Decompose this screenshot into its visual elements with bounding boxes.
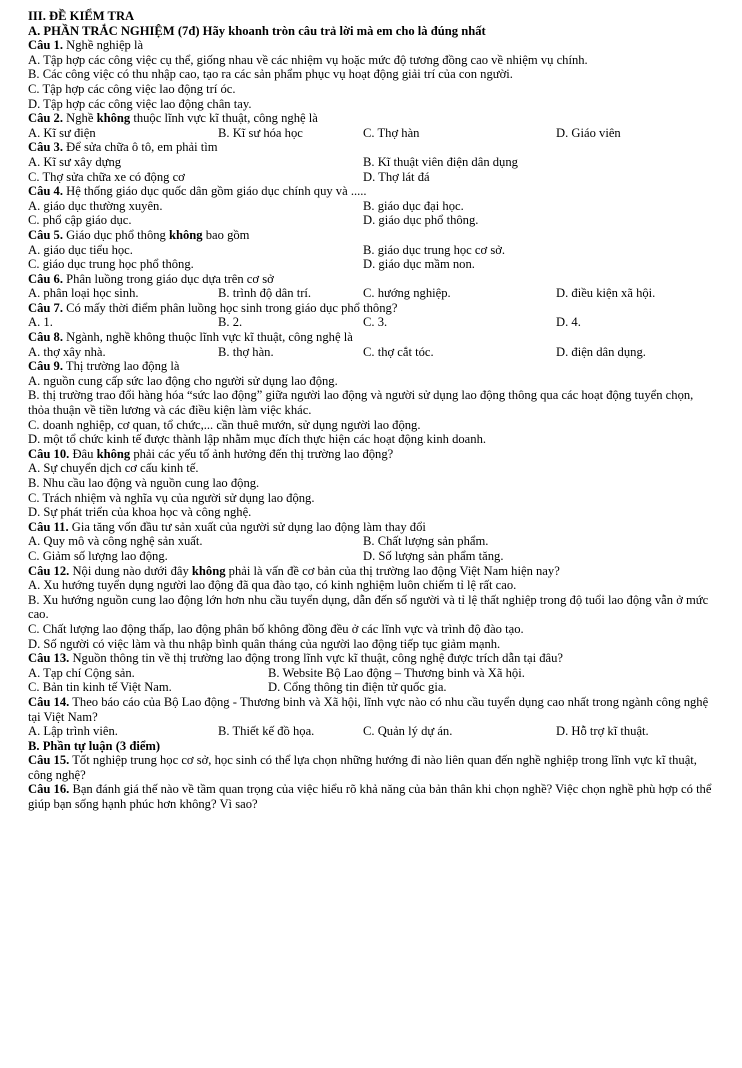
question-number: Câu 11. — [28, 519, 69, 534]
question-text: Nghề nghiệp là — [63, 38, 144, 53]
question-text-emphasis: không — [191, 563, 226, 578]
question-16 — [28, 782, 714, 811]
question-text: Đâu — [69, 446, 97, 461]
option-a: A. Tạp chí Cộng sản. — [28, 665, 135, 680]
option-c: C. Thợ hàn — [363, 125, 420, 140]
option-d: D. giáo dục phổ thông. — [363, 213, 479, 228]
option-b: B. Chất lượng sản phẩm. — [363, 534, 489, 549]
part-b-title: B. Phần tự luận (3 điểm) — [28, 738, 161, 753]
option-b: B. giáo dục đại học. — [363, 198, 464, 213]
question-text: phải là vấn đề cơ bản của thị trường lao động Việt Nam hiện nay? — [225, 563, 560, 578]
option-c: C. Bản tin kinh tế Việt Nam. — [28, 680, 172, 695]
option-b: B. thị trường trao đổi hàng hóa “sức lao động” giữa người lao động và người sử dụng lao động thông qua các hoạt động tuyển chọn, thỏa thuận về tiền lương và các điều kiện làm việc khác. — [28, 388, 694, 418]
option-c: C. Tập hợp các công việc lao động trí óc. — [28, 81, 236, 96]
question-text: Nghề — [63, 111, 97, 126]
question-number: Câu 6. — [28, 271, 63, 286]
option-a: A. Kĩ sư xây dựng — [28, 154, 122, 169]
option-a: A. Lập trình viên. — [28, 724, 118, 739]
question-text: Nội dung nào dưới đây — [69, 563, 192, 578]
option-c: C. phổ cập giáo dục. — [28, 213, 132, 228]
question-text: phải các yếu tố ảnh hưởng đến thị trường lao động? — [130, 446, 394, 461]
option-a: A. giáo dục tiểu học. — [28, 242, 133, 257]
question-text: Nguồn thông tin về thị trường lao động trong lĩnh vực kĩ thuật, công nghệ được trích dẫn tại đâu? — [69, 651, 564, 666]
question-text: Để sửa chữa ô tô, em phải tìm — [63, 140, 218, 155]
option-b: B. Kĩ sư hóa học — [218, 125, 303, 140]
question-text: Theo báo cáo của Bộ Lao động - Thương binh và Xã hội, lĩnh vực nào có nhu cầu tuyển dụng cao nhất trong ngành công nghệ tại Việt Nam? — [28, 694, 709, 724]
question-number: Câu 12. — [28, 563, 70, 578]
part-a-title: A. PHẦN TRẮC NGHIỆM (7đ) Hãy khoanh tròn câu trả lời mà em cho là đúng nhất — [28, 23, 486, 38]
question-text-emphasis: không — [168, 227, 203, 242]
question-text-emphasis: không — [96, 111, 131, 126]
option-a: A. phân loại học sinh. — [28, 286, 139, 301]
option-a: A. Kĩ sư điện — [28, 125, 96, 140]
option-b: B. Nhu cầu lao động và nguồn cung lao động. — [28, 476, 260, 490]
question-text: Giáo dục phổ thông — [63, 227, 169, 242]
option-d: D. Tập hợp các công việc lao động chân tay. — [28, 96, 252, 111]
option-b: B. Website Bộ Lao động – Thương binh và Xã hội. — [268, 665, 525, 680]
option-b: B. trình độ dân trí. — [218, 286, 312, 301]
question-text: Phân luồng trong giáo dục dựa trên cơ sở — [63, 271, 274, 286]
question-7 — [28, 301, 714, 330]
option-d: D. điện dân dụng. — [556, 344, 646, 359]
question-number: Câu 9. — [28, 359, 63, 374]
option-d: D. điều kiện xã hội. — [556, 286, 656, 301]
question-number: Câu 16. — [28, 782, 70, 797]
question-text: Hệ thống giáo dục quốc dân gồm giáo dục chính quy và ..... — [63, 184, 367, 199]
question-4 — [28, 184, 714, 228]
option-a: A. nguồn cung cấp sức lao động cho người sử dụng lao động. — [28, 373, 338, 388]
question-number: Câu 4. — [28, 184, 63, 199]
question-2 — [28, 111, 714, 140]
option-b: B. thợ hàn. — [218, 344, 274, 359]
option-d: D. Số lượng sản phẩm tăng. — [363, 548, 504, 563]
question-text: Gia tăng vốn đầu tư sản xuất của người sử dụng lao động làm thay đổi — [68, 519, 426, 534]
question-number: Câu 8. — [28, 330, 63, 345]
option-c: C. Trách nhiệm và nghĩa vụ của người sử dụng lao động. — [28, 490, 315, 505]
option-d: D. Số người có việc làm và thu nhập bình quân tháng của người lao động tiếp tục giảm mạnh. — [28, 636, 501, 651]
option-c: C. Chất lượng lao động thấp, lao động phân bố không đồng đều ở các lĩnh vực và trình độ đào tạo. — [28, 621, 524, 636]
question-number: Câu 3. — [28, 140, 63, 155]
question-number: Câu 10. — [28, 446, 70, 461]
option-d: D. Hỗ trợ kĩ thuật. — [556, 724, 649, 739]
question-12 — [28, 564, 714, 652]
option-a: A. thợ xây nhà. — [28, 344, 106, 359]
question-text: Thị trường lao động là — [63, 359, 180, 374]
option-b: B. Kĩ thuật viên điện dân dụng — [363, 154, 518, 169]
option-d: D. một tổ chức kinh tế được thành lập nhằm mục đích thực hiện các hoạt động kinh doanh. — [28, 432, 487, 447]
question-5 — [28, 228, 714, 272]
option-c: C. doanh nghiệp, cơ quan, tổ chức,... cần thuê mướn, sử dụng người lao động. — [28, 417, 421, 432]
option-c: C. Thợ sửa chữa xe có động cơ — [28, 169, 185, 184]
option-a: A. giáo dục thường xuyên. — [28, 198, 163, 213]
option-b: B. 2. — [218, 315, 243, 330]
option-a: A. Tập hợp các công việc cụ thể, giống nhau về các nhiệm vụ hoặc mức độ tương đồng cao về nhiệm vụ chính. — [28, 52, 588, 67]
question-number: Câu 15. — [28, 753, 70, 768]
option-b: B. Thiết kế đồ họa. — [218, 724, 315, 739]
section-title: III. ĐỀ KIỂM TRA — [28, 9, 135, 23]
option-a: A. 1. — [28, 315, 53, 330]
option-c: C. Quản lý dự án. — [363, 724, 453, 739]
question-8 — [28, 330, 714, 359]
option-d: D. Sự phát triển của khoa học và công nghệ. — [28, 505, 252, 520]
option-d: D. 4. — [556, 315, 581, 330]
option-d: D. Cổng thông tin điện tử quốc gia. — [268, 680, 447, 695]
question-6 — [28, 272, 714, 301]
option-c: C. Giảm số lượng lao động. — [28, 548, 168, 563]
option-b: B. Xu hướng nguồn cung lao động lớn hơn nhu cầu tuyển dụng, dẫn đến số người và tỉ lệ thất nghiệp trong độ tuổi lao động vẫn ở mức cao. — [28, 592, 709, 622]
question-number: Câu 5. — [28, 227, 63, 242]
option-d: D. Giáo viên — [556, 125, 621, 140]
option-a: A. Quy mô và công nghệ sản xuất. — [28, 534, 203, 549]
question-11 — [28, 520, 714, 564]
option-a: A. Xu hướng tuyển dụng người lao động đã qua đào tạo, có kinh nghiệm luôn chiếm tỉ lệ rất cao. — [28, 578, 517, 593]
option-d: D. giáo dục mầm non. — [363, 257, 475, 272]
question-number: Câu 1. — [28, 38, 63, 53]
question-text: bao gồm — [202, 227, 250, 242]
option-b: B. Các công việc có thu nhập cao, tạo ra các sản phẩm phục vụ hoạt động giải trí của con người. — [28, 67, 513, 82]
question-text: Có mấy thời điểm phân luồng học sinh trong giáo dục phổ thông? — [63, 300, 398, 315]
question-number: Câu 14. — [28, 694, 70, 709]
question-text: Bạn đánh giá thế nào về tầm quan trọng của việc hiểu rõ khả năng của bản thân khi chọn nghề? Việc chọn nghề phù hợp có thể giúp bạn sống hạnh phúc hơn không? Vì sao? — [28, 782, 712, 812]
question-text: Ngành, nghề không thuộc lĩnh vực kĩ thuật, công nghệ là — [63, 330, 353, 345]
option-c: C. thợ cắt tóc. — [363, 344, 434, 359]
option-c: C. 3. — [363, 315, 388, 330]
question-15 — [28, 753, 714, 782]
question-9 — [28, 359, 714, 447]
question-text: thuộc lĩnh vực kĩ thuật, công nghệ là — [130, 111, 318, 126]
question-3 — [28, 140, 714, 184]
option-d: D. Thợ lát đá — [363, 169, 430, 184]
option-b: B. giáo dục trung học cơ sở. — [363, 242, 506, 257]
question-text-emphasis: không — [96, 446, 131, 461]
question-number: Câu 2. — [28, 111, 63, 126]
question-number: Câu 13. — [28, 651, 70, 666]
question-13 — [28, 651, 714, 695]
question-text: Tốt nghiệp trung học cơ sở, học sinh có thể lựa chọn những hướng đi nào liên quan đến nghề nghiệp trong lĩnh vực kĩ thuật, công nghệ? — [28, 753, 697, 782]
option-a: A. Sự chuyển dịch cơ cấu kinh tế. — [28, 461, 199, 476]
option-c: C. hướng nghiệp. — [363, 286, 451, 301]
question-number: Câu 7. — [28, 300, 63, 315]
question-1 — [28, 38, 714, 111]
question-14 — [28, 695, 714, 739]
option-c: C. giáo dục trung học phổ thông. — [28, 257, 194, 272]
question-10 — [28, 447, 714, 520]
